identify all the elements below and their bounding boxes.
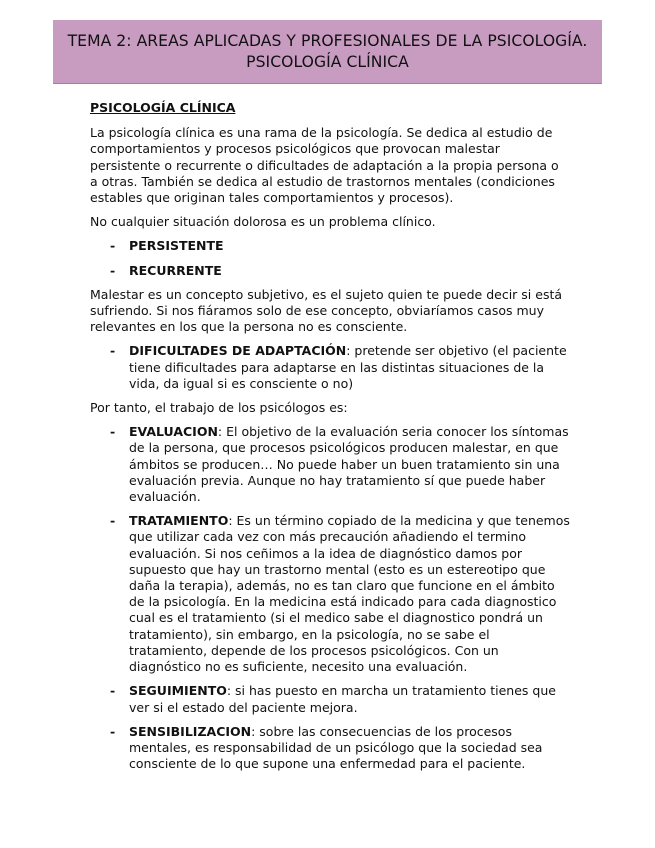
list-item	[90, 424, 570, 505]
list-term: EVALUACION	[129, 424, 218, 440]
list-text: : El objetivo de la evaluación seria conocer los síntomas de la persona, que procesos psicológicos producen malestar, en que ámbitos se producen… No puede haber un buen tratamiento sin una evaluación previa. Aunque no hay tratamiento sí que puede haber evaluación.	[129, 424, 569, 505]
list-text: : Es un término copiado de la medicina y que tenemos que utilizar cada vez con más precaución añadiendo el termino evaluación. Si nos ceñimos a la idea de diagnóstico damos por supuesto que hay un trastorno mental (esto es un estereotipo que daña la terapia), además, no es tan claro que funcione en el ámbito de la psicología. En la medicina está indicado para cada diagnostico cual es el tratamiento (si el medico sabe el diagnostico pondrá un tratamiento), sin embargo, en la psicología, no se sabe el tratamiento, depende de los procesos psicológicos. Con un diagnóstico no es suficiente, necesito una evaluación.	[129, 513, 570, 675]
paragraph-por-tanto: Por tanto, el trabajo de los psicólogos es:	[90, 400, 348, 416]
dash-bullet: -	[110, 683, 116, 699]
work-list	[90, 424, 570, 772]
title-banner	[53, 20, 602, 84]
paragraph-intro: La psicología clínica es una rama de la psicología. Se dedica al estudio de comportamientos y procesos psicológicos que provocan malestar persistente o recurrente o dificultades de adaptación a la propia persona o a otras. También se dedica al estudio de trastornos mentales (condiciones estables que originan tales comportamientos y procesos).	[90, 125, 559, 206]
list-item	[90, 513, 570, 675]
dash-bullet: -	[110, 343, 116, 359]
section-heading: PSICOLOGÍA CLÍNICA	[90, 100, 236, 115]
paragraph-malestar: Malestar es un concepto subjetivo, es el sujeto quien te puede decir si está sufriendo. Si nos fiáramos solo de ese concepto, obviaríamos casos muy relevantes en los que la persona no es consciente.	[90, 286, 563, 335]
list-item	[90, 343, 570, 392]
list-term: SENSIBILIZACION	[129, 723, 252, 739]
list-text: : si has puesto en marcha un tratamiento tienes que ver si el estado del paciente mejora.	[129, 683, 556, 715]
dash-bullet: -	[110, 513, 116, 529]
document-body	[90, 100, 570, 780]
list-term: DIFICULTADES DE ADAPTACIÓN	[129, 343, 347, 359]
criteria-list	[90, 238, 570, 278]
dash-bullet: -	[110, 262, 116, 278]
list-text: : sobre las consecuencias de los procesos mentales, es responsabilidad de un psicólogo que la sociedad sea consciente de lo que supone una enfermedad para el paciente.	[129, 723, 543, 772]
adaptation-list	[90, 343, 570, 392]
list-item	[90, 263, 570, 279]
document-title: TEMA 2: AREAS APLICADAS Y PROFESIONALES DE LA PSICOLOGÍA. PSICOLOGÍA CLÍNICA	[67, 31, 588, 71]
list-term: TRATAMIENTO	[129, 513, 229, 529]
list-text: : pretende ser objetivo (el paciente tiene dificultades para adaptarse en las distintas situaciones de la vida, da igual si es consciente o no)	[129, 343, 567, 391]
paragraph-not-clinical: No cualquier situación dolorosa es un problema clínico.	[90, 214, 436, 230]
dash-bullet: -	[110, 424, 116, 440]
list-item	[90, 724, 570, 773]
dash-bullet: -	[110, 723, 116, 739]
list-term: PERSISTENTE	[129, 238, 224, 254]
list-item	[90, 683, 570, 715]
list-item	[90, 238, 570, 254]
dash-bullet: -	[110, 238, 116, 254]
list-term: SEGUIMIENTO	[129, 683, 227, 699]
list-term: RECURRENTE	[129, 262, 222, 278]
